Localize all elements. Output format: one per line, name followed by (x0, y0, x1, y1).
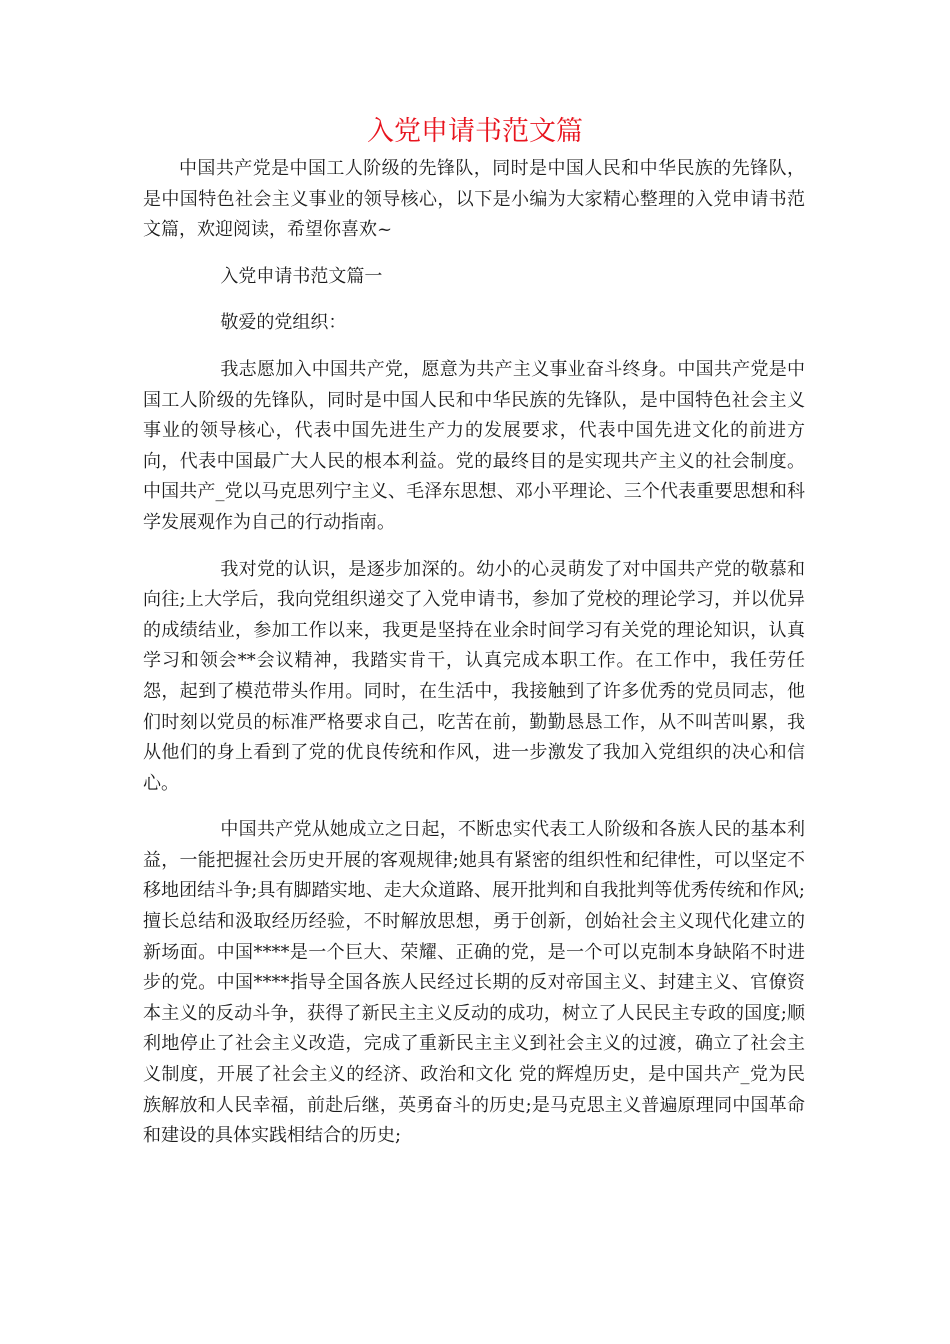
document-title: 入党申请书范文篇 (367, 116, 583, 147)
body-paragraph-3: 中国共产党从她成立之日起，不断忠实代表工人阶级和各族人民的基本利益，一能把握社会历史开展的客观规律;她具有紧密的组织性和纪律性，可以坚定不移地团结斗争;具有脚踏实地、走大众道路、展开批判和自我批判等优秀传统和作风;擅长总结和汲取经历经验，不时解放思想，勇于创新，创始社会主义现代化建立的新场面。中国****是一个巨大、荣耀、正确的党，是一个可以克制本身缺陷不时进步的党。中国****指导全国各族人民经过长期的反对帝国主义、封建主义、官僚资本主义的反动斗争，获得了新民主主义反动的成功，树立了人民民主专政的国度;顺利地停止了社会主义改造，完成了重新民主主义到社会主义的过渡，确立了社会主义制度，开展了社会主义的经济、政治和文化 党的辉煌历史，是中国共产_党为民族解放和人民幸福，前赴后继，英勇奋斗的历史;是马克思主义普遍原理同中国革命和建设的具体实践相结合的历史; (143, 819, 805, 1147)
document-body (143, 154, 805, 1168)
body-paragraph-1: 我志愿加入中国共产党，愿意为共产主义事业奋斗终身。中国共产党是中国工人阶级的先锋队，同时是中国人民和中华民族的先锋队，是中国特色社会主义事业的领导核心，代表中国先进生产力的发展要求，代表中国先进文化的前进方向，代表中国最广大人民的根本利益。党的最终目的是实现共产主义的社会制度。中国共产_党以马克思列宁主义、毛泽东思想、邓小平理论、三个代表重要思想和科学发展观作为自己的行动指南。 (143, 358, 805, 533)
salutation: 敬爱的党组织： (220, 312, 347, 334)
section-heading: 入党申请书范文篇一 (220, 265, 383, 287)
intro-paragraph: 中国共产党是中国工人阶级的先锋队，同时是中国人民和中华民族的先锋队，是中国特色社会主义事业的领导核心，以下是小编为大家精心整理的入党申请书范文篇，欢迎阅读，希望你喜欢~ (143, 158, 805, 241)
body-paragraph-2: 我对党的认识，是逐步加深的。幼小的心灵萌发了对中国共产党的敬慕和向往;上大学后，我向党组织递交了入党申请书，参加了党校的理论学习，并以优异的成绩结业，参加工作以来，我更是坚持在业余时间学习有关党的理论知识，认真学习和领会**会议精神，我踏实肯干，认真完成本职工作。在工作中，我任劳任怨，起到了模范带头作用。同时，在生活中，我接触到了许多优秀的党员同志，他们时刻以党员的标准严格要求自己，吃苦在前，勤勤恳恳工作，从不叫苦叫累，我从他们的身上看到了党的优良传统和作风，进一步激发了我加入党组织的决心和信心。 (143, 558, 805, 794)
